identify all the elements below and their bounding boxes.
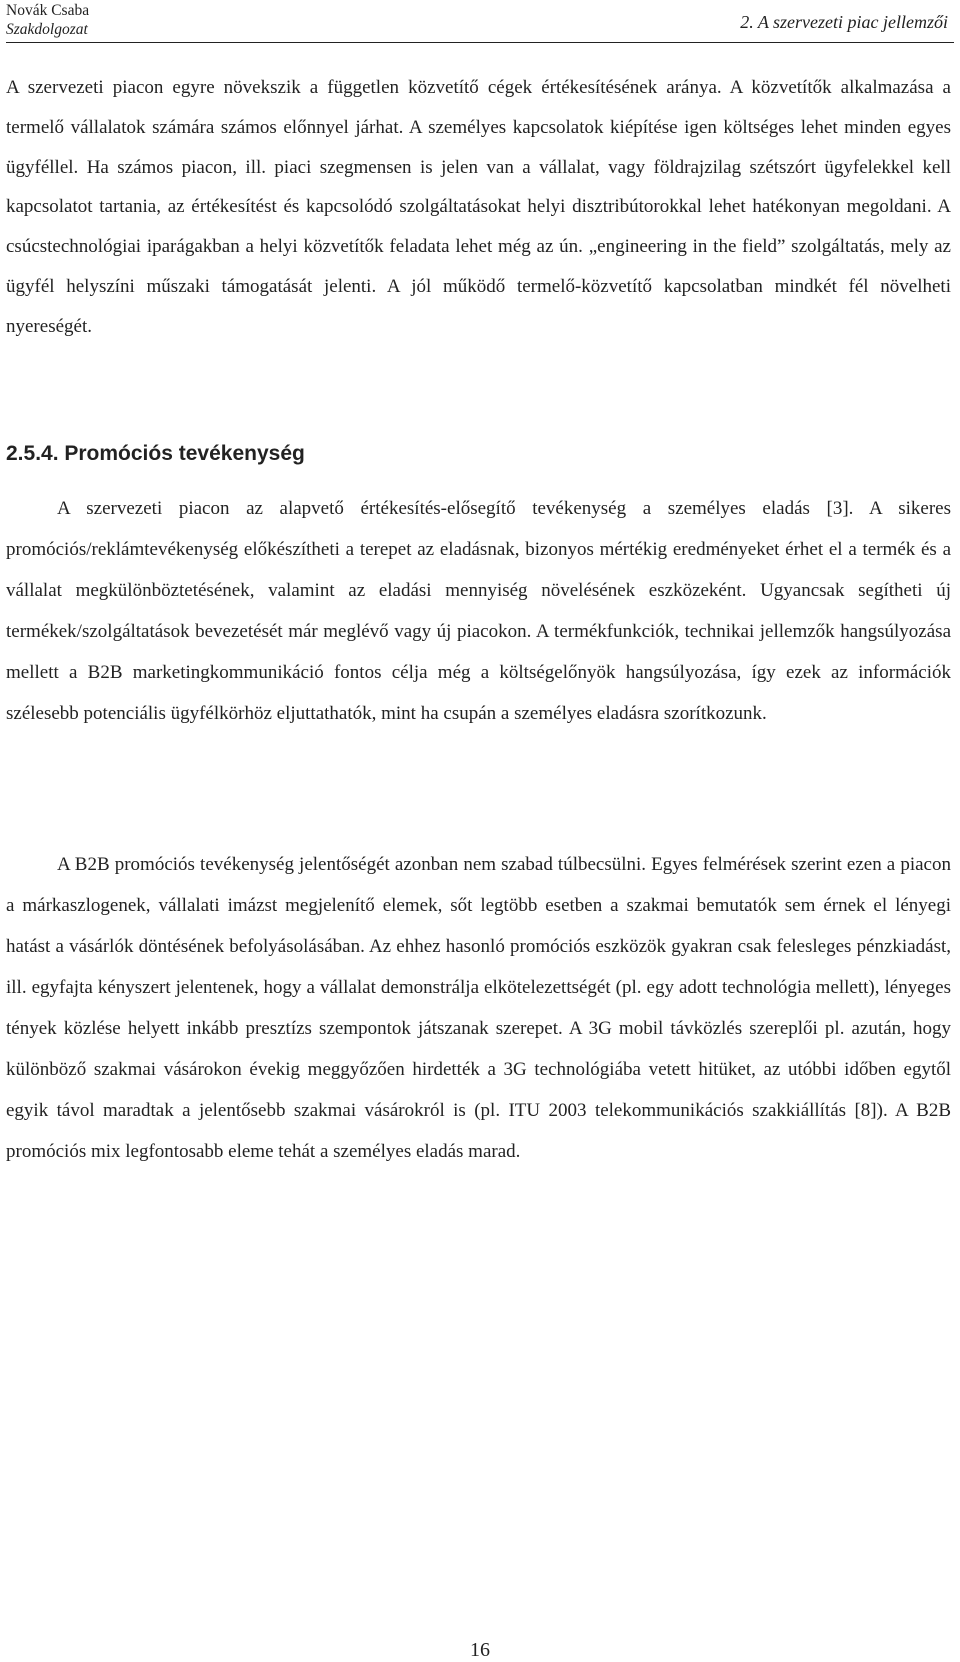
header-author: Novák Csaba: [6, 2, 90, 19]
section-heading-block: [6, 441, 305, 467]
header-doc-type: Szakdolgozat: [6, 21, 88, 38]
promo-paragraph-2-block: [6, 844, 951, 1172]
paragraph-intro: A szervezeti piacon egyre növekszik a független közvetítő cégek értékesítésének aránya. A közvetítők alkalmazása a termelő vállalatok számára számos előnnyel járhat. A személyes kapcsolatok kiépítése igen költséges lehet minden egyes ügyféllel. Ha számos piacon, ill. piaci szegmensen is jelen van a vállalat, vagy földrajzilag szétszórt ügyfelekkel kell kapcsolatot tartania, az értékesítést és kapcsolódó szolgáltatásokat helyi disztribútorokkal lehet hatékonyan megoldani. A csúcstechnológiai iparágakban a helyi közvetítők feladata lehet még az ún. „engineering in the field” szolgáltatás, mely az ügyfél helyszíni műszaki támogatását jelenti. A jól működő termelő-közvetítő kapcsolatban mindkét fél növelheti nyereségét.: [6, 77, 951, 337]
promo-paragraph-1-block: [6, 488, 951, 734]
page-number: 16: [470, 1639, 490, 1661]
page-header: [6, 0, 954, 43]
header-chapter-title: 2. A szervezeti piac jellemzői: [740, 12, 948, 32]
section-heading: 2.5.4. Promóciós tevékenység: [6, 442, 305, 465]
intro-block: [6, 68, 951, 347]
header-author-block: [6, 1, 89, 39]
paragraph-promo-2: A B2B promóciós tevékenység jelentőségét azonban nem szabad túlbecsülni. Egyes felmérések szerint ezen a piacon a márkaszlogenek, vállalati imázst megjelenítő elemek, sőt legtöbb esetben a szakmai bemutatók sem érnek el lényegi hatást a vásárlók döntésének befolyásolásában. Az ehhez hasonló promóciós eszközök gyakran csak felesleges pénzkiadást, ill. egyfajta kényszert jelentenek, hogy a vállalat demonstrálja elkötelezettségét (pl. egy adott technológia mellett), lényeges tények közlése helyett inkább presztízs szempontok játszanak szerepet. A 3G mobil távközlés szereplői pl. azután, hogy különböző szakmai vásárokon évekig meggyőzően hirdették a 3G technológiába vetett hitüket, az utóbbi időben egytől egyik távol maradtak a jelentősebb szakmai vásárokról is (pl. ITU 2003 telekommunikációs szakkiállítás [8]). A B2B promóciós mix legfontosabb eleme tehát a személyes eladás marad.: [6, 854, 951, 1162]
paragraph-promo-1: A szervezeti piacon az alapvető értékesítés-elősegítő tevékenység a személyes eladás [3]. A sikeres promóciós/reklámtevékenység előkészítheti a terepet az eladásnak, bizonyos mértékig eredményeket érhet el a termék és a vállalat megkülönböztetésének, valamint az eladási mennyiség növelésének eszközeként. Ugyancsak segítheti új termékek/szolgáltatások bevezetését már meglévő vagy új piacokon. A termékfunkciók, technikai jellemzők hangsúlyozása mellett a B2B marketingkommunikáció fontos célja még a költségelőnyök hangsúlyozása, így ezek az információk szélesebb potenciális ügyfélkörhöz eljuttathatók, mint ha csupán a személyes eladásra szorítkozunk.: [6, 498, 951, 724]
